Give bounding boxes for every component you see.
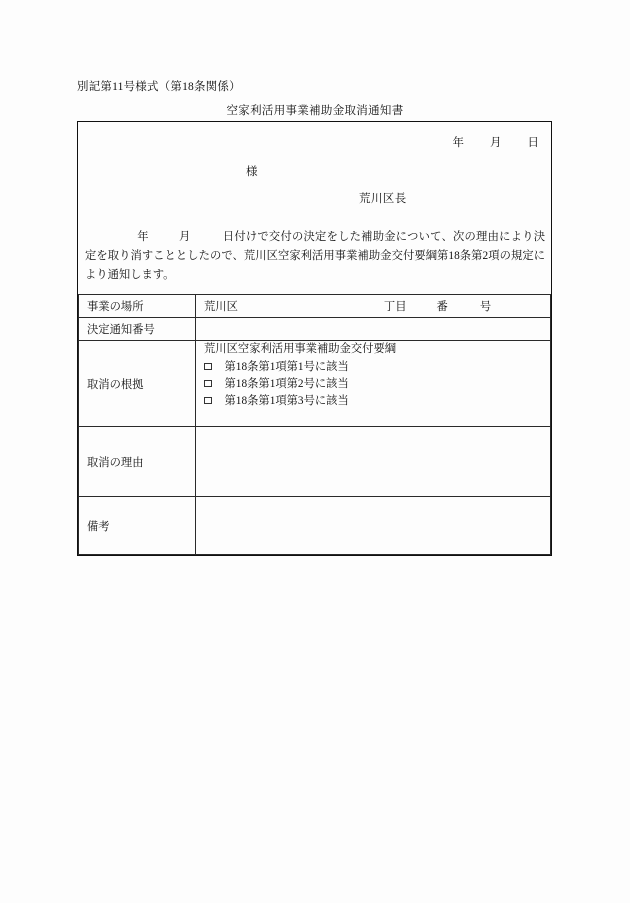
- row-value-basis: [196, 341, 551, 427]
- basis-option-3[interactable]: [204, 393, 550, 410]
- row-label-place: 事業の場所: [79, 295, 196, 318]
- table-row: [79, 318, 551, 341]
- row-value-decision-number[interactable]: [196, 318, 551, 341]
- notice-detail-table: [78, 294, 551, 555]
- letter-head: [78, 122, 551, 294]
- checkbox-icon[interactable]: [204, 397, 212, 405]
- row-value-reason[interactable]: [196, 427, 551, 497]
- notice-body: [85, 228, 545, 285]
- form-number-label: 別記第11号様式（第18条関係）: [77, 81, 241, 93]
- basis-option-2-label: 第18条第1項第2号に該当: [224, 378, 349, 390]
- row-label-note: 備考: [79, 497, 196, 555]
- issue-date-month: 月: [490, 137, 502, 149]
- place-unit-ban: 番: [436, 301, 448, 313]
- basis-heading: 荒川区空家利活用事業補助金交付要綱: [204, 343, 397, 355]
- body-line-1: 日付けで交付の決定をした補助金について、次の理由により決定: [85, 231, 545, 262]
- place-ward: 荒川区: [204, 301, 238, 313]
- table-row: [79, 295, 551, 318]
- body-line-3: より通知します。: [85, 269, 175, 281]
- basis-option-2[interactable]: [204, 376, 550, 393]
- place-unit-go: 号: [479, 301, 492, 313]
- addressee-honorific: 様: [246, 166, 258, 178]
- basis-option-3-label: 第18条第1項第3号に該当: [224, 395, 349, 407]
- row-value-note[interactable]: [196, 497, 551, 555]
- row-value-place[interactable]: [196, 295, 551, 318]
- issue-date-day: 日: [527, 137, 539, 149]
- body-date-year: 年: [137, 231, 149, 243]
- row-label-basis: 取消の根拠: [79, 341, 196, 427]
- row-label-decision-number: 決定通知番号: [79, 318, 196, 341]
- checkbox-icon[interactable]: [204, 380, 212, 388]
- issue-date-line: [453, 134, 540, 150]
- issue-date-year: 年: [452, 137, 464, 149]
- body-date-month: 月: [178, 231, 191, 243]
- basis-option-1[interactable]: [204, 359, 550, 376]
- checkbox-icon[interactable]: [204, 363, 212, 371]
- table-row: [79, 497, 551, 555]
- table-row: [79, 341, 551, 427]
- document-title: 空家利活用事業補助金取消通知書: [226, 105, 404, 117]
- basis-option-1-label: 第18条第1項第1号に該当: [224, 361, 349, 373]
- place-unit-chome: 丁目: [383, 301, 407, 313]
- body-line-2: を取り消すこととしたので、荒川区空家利活用事業補助金交付要綱第18条第2項の規定に: [96, 250, 545, 262]
- notice-frame: [77, 121, 552, 556]
- table-row: [79, 427, 551, 497]
- row-label-reason: 取消の理由: [79, 427, 196, 497]
- issuer-name: 荒川区長: [359, 193, 407, 205]
